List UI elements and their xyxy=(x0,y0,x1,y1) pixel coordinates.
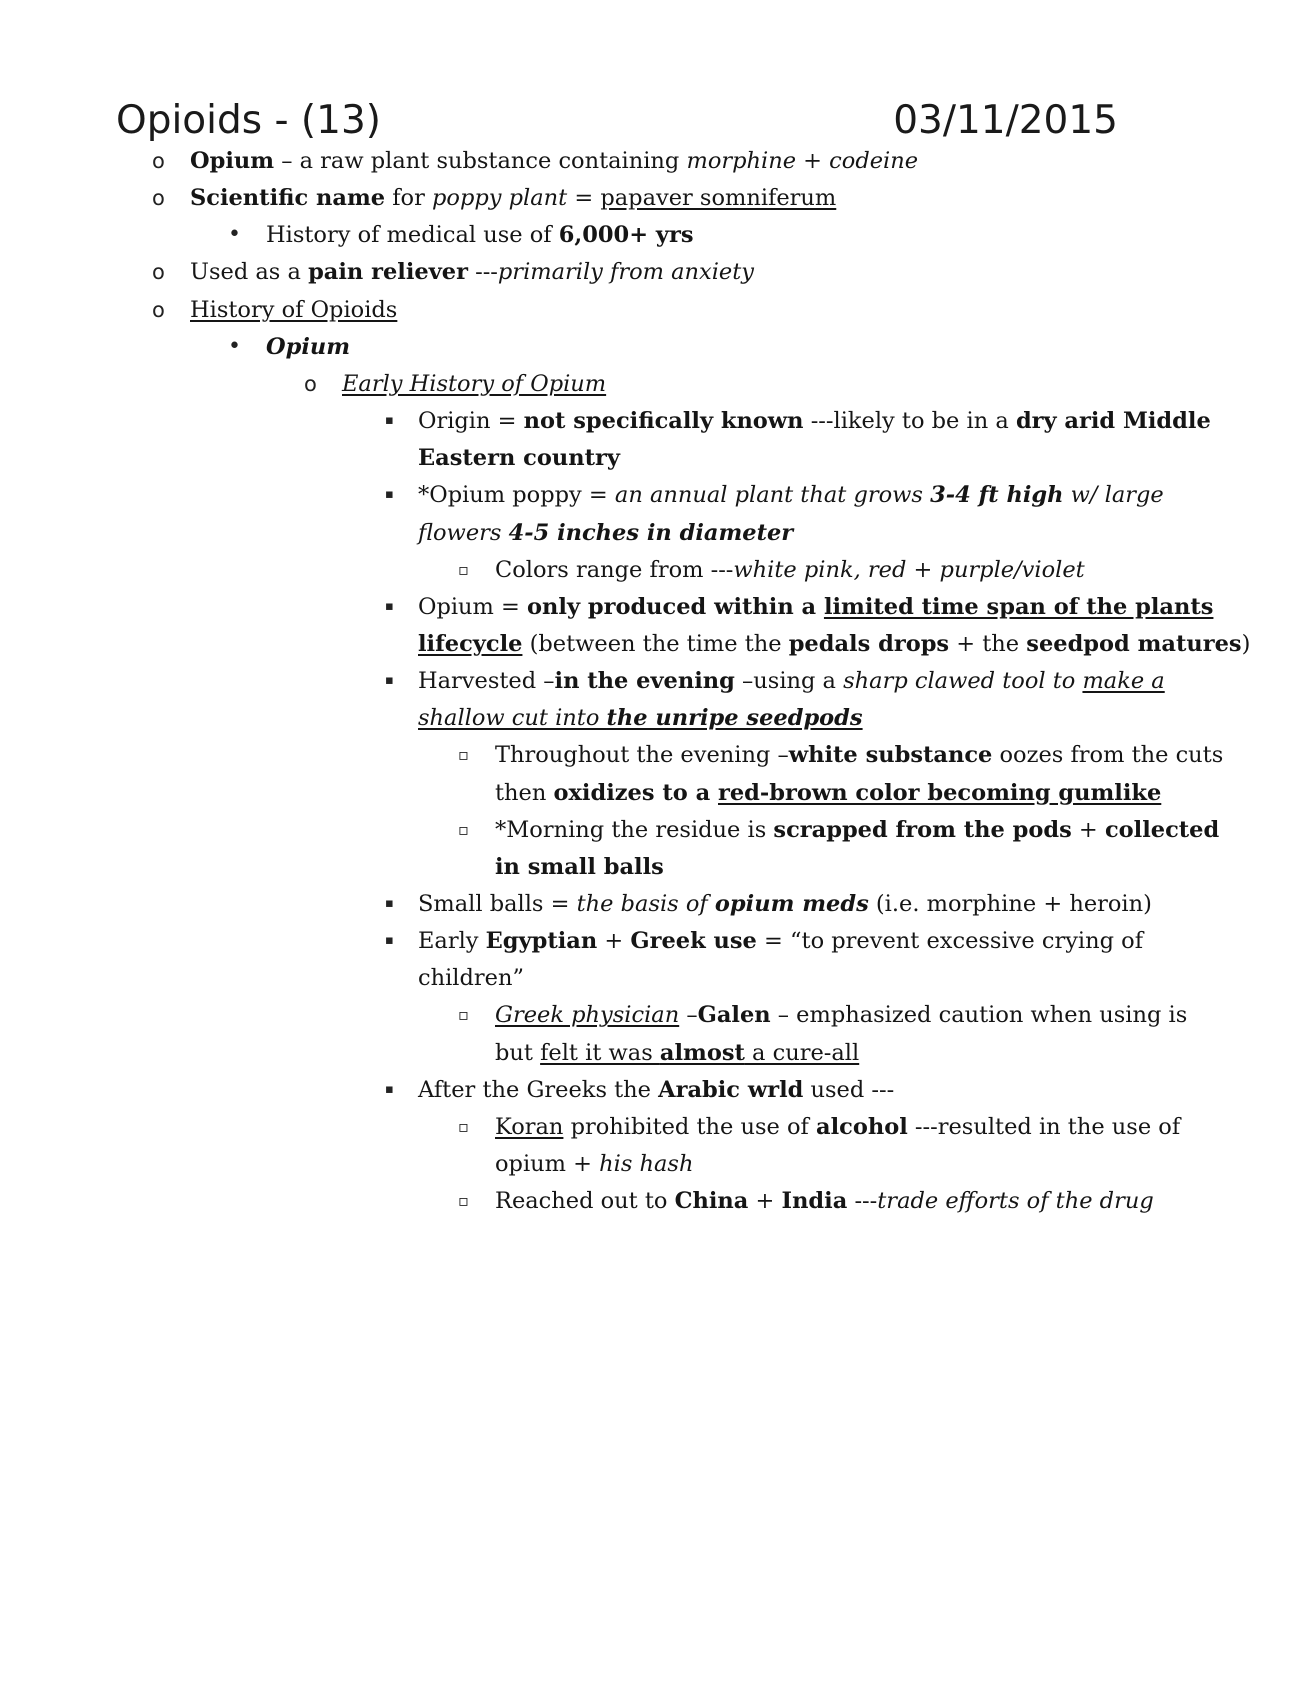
note-text: History of Opioids xyxy=(190,296,398,323)
bullet-marker: ▫ xyxy=(458,1191,469,1211)
note-text: – xyxy=(679,1002,698,1029)
note-text: felt it was xyxy=(540,1039,660,1066)
note-text: flowers xyxy=(418,519,509,546)
note-line xyxy=(418,625,1250,663)
note-text: + xyxy=(1071,816,1105,843)
note-line xyxy=(190,291,397,329)
note-text: make a xyxy=(1082,668,1165,695)
note-text: only produced within a xyxy=(527,593,824,620)
note-text: opium + xyxy=(495,1151,600,1178)
bullet-marker: ▪ xyxy=(385,487,394,503)
note-line xyxy=(418,588,1213,626)
bullet-marker: ▫ xyxy=(458,745,469,765)
note-text: --- xyxy=(847,1188,878,1215)
note-text: Colors range from --- xyxy=(495,556,734,583)
note-text: white pink, red + purple/violet xyxy=(733,556,1085,583)
note-text: Opium = xyxy=(418,593,528,620)
note-line xyxy=(418,959,524,997)
note-text: Used as a xyxy=(190,259,309,286)
note-text: *Morning the residue is xyxy=(495,816,774,843)
note-text: collected xyxy=(1104,816,1220,843)
bullet-marker: o xyxy=(152,186,165,211)
note-line xyxy=(495,551,1085,589)
bullet-marker: ▪ xyxy=(385,1081,394,1097)
note-text: primarily from anxiety xyxy=(497,259,754,286)
note-text: 3-4 ft high xyxy=(930,482,1064,509)
note-text: then xyxy=(495,779,554,806)
note-line xyxy=(495,774,1161,812)
bullet-marker: ▪ xyxy=(385,598,394,614)
bullet-marker: • xyxy=(228,222,241,248)
note-text: + the xyxy=(949,630,1027,657)
bullet-marker: o xyxy=(152,260,165,285)
note-text: ---resulted in the use of xyxy=(907,1113,1181,1140)
note-text: Greek physician xyxy=(495,1002,680,1029)
note-line xyxy=(495,1108,1180,1146)
note-text: trade efforts of the drug xyxy=(877,1188,1154,1215)
page-date: 03/11/2015 xyxy=(893,98,1118,143)
note-text: – emphasized caution when using is xyxy=(770,1002,1188,1029)
bullet-marker: • xyxy=(228,333,241,359)
note-text: almost xyxy=(659,1039,745,1066)
note-line xyxy=(418,1071,894,1109)
note-text: not specifically known xyxy=(523,408,804,435)
note-text: papaver somniferum xyxy=(600,185,837,212)
note-text: Eastern country xyxy=(418,445,620,472)
bullet-marker: o xyxy=(152,149,165,173)
note-text: alcohol xyxy=(816,1113,908,1140)
note-text: used --- xyxy=(803,1076,895,1103)
note-text: oxidizes to a xyxy=(553,779,718,806)
note-text: --- xyxy=(467,259,498,286)
note-text: a cure-all xyxy=(744,1039,860,1066)
note-text: dry arid Middle xyxy=(1015,408,1211,435)
bullet-marker: ▪ xyxy=(385,933,394,949)
bullet-marker: ▪ xyxy=(385,413,394,429)
note-text: 4-5 inches in diameter xyxy=(508,519,794,546)
note-text: sharp clawed tool to xyxy=(843,668,1083,695)
note-text: in small balls xyxy=(495,853,664,880)
note-text: Galen xyxy=(697,1002,771,1029)
note-line xyxy=(190,253,754,291)
note-line xyxy=(418,885,1152,923)
note-line xyxy=(495,1034,859,1072)
note-line xyxy=(495,811,1219,849)
note-text: Greek use xyxy=(630,928,757,955)
note-text: *Opium poppy = xyxy=(418,482,615,509)
note-text: limited time span of the plants xyxy=(823,593,1214,620)
note-text: lifecycle xyxy=(418,630,523,657)
note-line xyxy=(418,402,1211,440)
note-text: the basis of xyxy=(576,891,715,917)
bullet-marker: o xyxy=(304,371,317,396)
note-line xyxy=(342,365,606,403)
note-text: an annual plant that grows xyxy=(614,482,931,509)
note-text: children” xyxy=(418,965,524,992)
note-text: Early xyxy=(418,928,486,955)
note-line xyxy=(418,476,1164,514)
note-line xyxy=(418,662,1165,700)
note-text: his hash xyxy=(599,1151,694,1178)
note-text: prohibited the use of xyxy=(563,1113,817,1140)
note-line xyxy=(418,922,1143,960)
bullet-marker: ▪ xyxy=(385,896,394,911)
note-text: Early History of Opium xyxy=(342,370,607,397)
note-text: Arabic wrld xyxy=(658,1076,804,1103)
note-text: w/ large xyxy=(1063,482,1164,509)
note-text: for xyxy=(385,185,432,212)
note-text: (i.e. morphine + heroin) xyxy=(868,891,1152,917)
note-text: Scientific name xyxy=(190,185,386,212)
bullet-marker: ▫ xyxy=(458,1116,469,1136)
note-text: = “to prevent excessive crying of xyxy=(756,928,1144,955)
note-text: shallow cut into xyxy=(418,705,607,732)
note-text: –using a xyxy=(734,668,844,695)
note-text: red-brown color becoming gumlike xyxy=(718,779,1162,806)
page-title: Opioids - (13) xyxy=(116,98,381,143)
note-text: History of medical use of xyxy=(266,222,559,249)
bullet-marker: ▪ xyxy=(385,673,394,689)
note-line xyxy=(418,699,863,737)
bullet-marker: ▫ xyxy=(458,559,469,579)
note-text: – a raw plant substance containing xyxy=(274,148,687,174)
note-line xyxy=(190,179,836,217)
note-text: poppy plant xyxy=(432,185,568,212)
note-text: = xyxy=(567,185,601,212)
note-text: After the Greeks the xyxy=(418,1076,659,1103)
note-text: + xyxy=(597,928,631,955)
note-text: India xyxy=(781,1188,848,1215)
bullet-marker: ▫ xyxy=(458,819,469,839)
note-text: opium meds xyxy=(714,891,869,917)
note-line xyxy=(495,1145,693,1183)
note-text: oozes from the cuts xyxy=(992,742,1224,769)
note-text: but xyxy=(495,1039,541,1066)
note-text: white substance xyxy=(788,742,993,769)
note-line xyxy=(266,216,694,254)
note-text: Throughout the evening – xyxy=(495,742,789,769)
note-text: pain reliever xyxy=(308,259,468,286)
note-text: ---likely to be in a xyxy=(803,408,1016,435)
note-text: Reached out to xyxy=(495,1188,675,1215)
bullet-marker: ▫ xyxy=(458,1005,469,1025)
note-text: scrapped from the pods xyxy=(773,816,1072,843)
note-text: the unripe seedpods xyxy=(606,705,863,732)
note-text: Origin = xyxy=(418,408,524,435)
note-text: ) xyxy=(1241,630,1251,657)
note-line xyxy=(190,142,918,180)
note-text: in the evening xyxy=(554,668,735,695)
note-text: 6,000+ yrs xyxy=(558,222,694,249)
note-text: (between the time the xyxy=(522,630,789,657)
note-text: seedpod matures xyxy=(1026,630,1242,657)
note-text: Small balls = xyxy=(418,891,577,917)
note-text: Opium xyxy=(190,148,275,174)
note-line xyxy=(495,1182,1154,1220)
note-line xyxy=(266,328,350,366)
bullet-marker: o xyxy=(152,297,165,322)
note-text: Koran xyxy=(495,1113,564,1140)
note-text: China xyxy=(674,1188,749,1215)
note-line xyxy=(495,848,664,886)
note-line xyxy=(418,439,620,477)
note-text: Harvested – xyxy=(418,668,555,695)
note-line xyxy=(418,514,793,552)
note-text: morphine + codeine xyxy=(686,148,919,174)
note-text: + xyxy=(748,1188,782,1215)
note-text: pedals drops xyxy=(788,630,950,657)
note-line xyxy=(495,996,1187,1034)
note-text: Egyptian xyxy=(485,928,598,955)
note-line xyxy=(495,736,1223,774)
note-text: Opium xyxy=(266,333,351,360)
